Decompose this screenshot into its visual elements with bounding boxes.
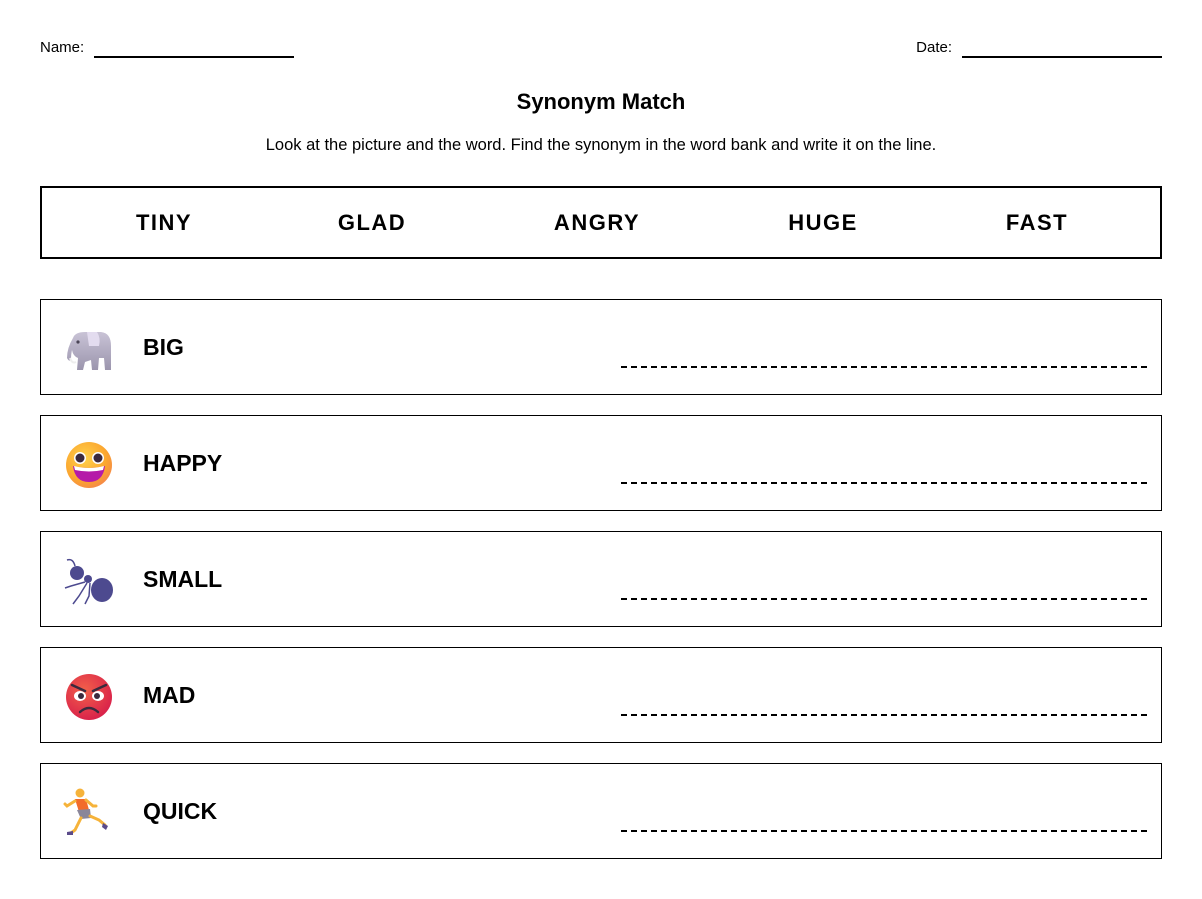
answer-line[interactable] bbox=[621, 598, 1147, 600]
angry-face-icon bbox=[63, 672, 115, 722]
item-row bbox=[40, 299, 1162, 395]
item-row bbox=[40, 531, 1162, 627]
bank-word: HUGE bbox=[788, 210, 858, 235]
answer-line[interactable] bbox=[621, 714, 1147, 716]
bank-word: ANGRY bbox=[553, 210, 641, 235]
answer-line[interactable] bbox=[621, 482, 1147, 484]
item-word: SMALL bbox=[143, 566, 223, 592]
item-row bbox=[40, 647, 1162, 743]
item-word: MAD bbox=[143, 682, 196, 708]
header-row bbox=[40, 38, 1162, 60]
date-line bbox=[962, 39, 1162, 58]
date-field bbox=[916, 38, 1162, 58]
ant-icon bbox=[63, 556, 115, 606]
name-line bbox=[94, 39, 294, 58]
item-word: QUICK bbox=[143, 798, 218, 824]
item-row bbox=[40, 415, 1162, 511]
bank-word: TINY bbox=[135, 210, 193, 235]
grinning-face-icon bbox=[63, 440, 115, 490]
item-row bbox=[40, 763, 1162, 859]
running-person-icon bbox=[63, 788, 115, 838]
item-word: HAPPY bbox=[143, 450, 223, 476]
bank-word: FAST bbox=[1005, 210, 1069, 235]
page-title: Synonym Match bbox=[516, 89, 686, 114]
answer-line[interactable] bbox=[621, 366, 1147, 368]
name-label: Name: bbox=[40, 39, 85, 56]
bank-word: GLAD bbox=[337, 210, 407, 235]
answer-line[interactable] bbox=[621, 830, 1147, 832]
date-label: Date: bbox=[916, 39, 952, 56]
word-bank bbox=[40, 186, 1162, 259]
name-field bbox=[40, 38, 294, 58]
instructions: Look at the picture and the word. Find the synonym in the word bank and write it on the line. bbox=[265, 136, 937, 154]
elephant-icon bbox=[63, 324, 115, 374]
item-word: BIG bbox=[143, 334, 184, 360]
